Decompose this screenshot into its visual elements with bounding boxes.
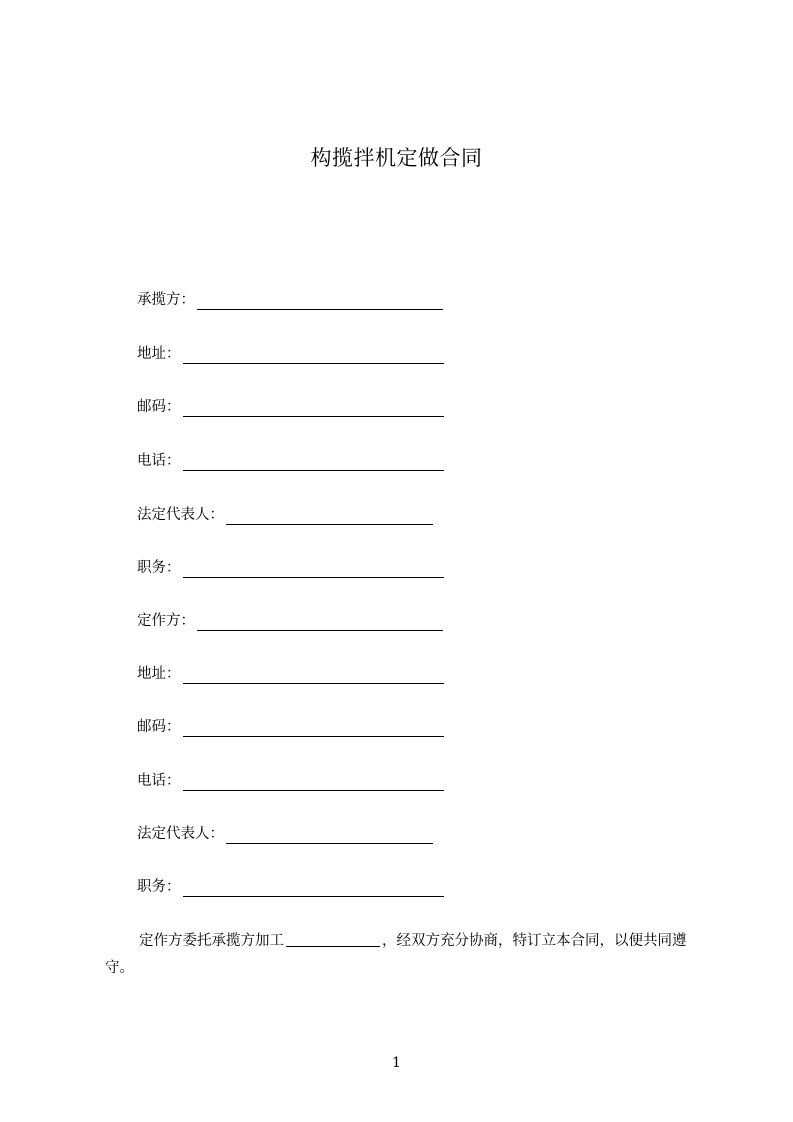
fill-in-blank[interactable]: [183, 402, 444, 417]
field-label: 职务：: [137, 560, 181, 576]
contractor-postcode-field: [137, 397, 444, 417]
contractor-position-field: [137, 558, 444, 578]
paragraph-text-end: ，经双方充分协商，特订立本合同，以便共同遵守。: [105, 933, 687, 976]
orderer-postcode-field: [137, 717, 444, 737]
fill-in-blank[interactable]: [226, 510, 433, 525]
fill-in-blank[interactable]: [183, 349, 444, 364]
page-number: 1: [392, 1055, 401, 1071]
fill-in-blank[interactable]: [183, 776, 444, 791]
contractor-name-field: [137, 290, 443, 310]
field-label: 法定代表人：: [137, 507, 224, 523]
contractor-legal-rep-field: [137, 505, 433, 525]
document-title: 构揽拌机定做合同: [310, 146, 483, 170]
field-label: 邮码：: [137, 399, 181, 415]
fill-in-blank[interactable]: [183, 669, 444, 684]
orderer-phone-field: [137, 771, 444, 791]
field-label: 邮码：: [137, 719, 181, 735]
field-label: 职务：: [137, 879, 181, 895]
contractor-phone-field: [137, 451, 444, 471]
contract-intro-paragraph: [105, 928, 705, 982]
orderer-address-field: [137, 664, 444, 684]
contractor-address-field: [137, 344, 444, 364]
fill-in-blank[interactable]: [197, 616, 443, 631]
product-fill-in-blank[interactable]: [286, 932, 380, 947]
fill-in-blank[interactable]: [183, 456, 444, 471]
fill-in-blank[interactable]: [197, 295, 443, 310]
field-label: 法定代表人：: [137, 826, 224, 842]
orderer-legal-rep-field: [137, 824, 433, 844]
fill-in-blank[interactable]: [226, 829, 433, 844]
field-label: 地址：: [137, 666, 181, 682]
field-label: 电话：: [137, 773, 181, 789]
fill-in-blank[interactable]: [183, 563, 444, 578]
fill-in-blank[interactable]: [183, 722, 444, 737]
field-label: 定作方：: [137, 613, 195, 629]
fill-in-blank[interactable]: [183, 882, 444, 897]
field-label: 承揽方：: [137, 292, 195, 308]
orderer-position-field: [137, 877, 444, 897]
field-label: 地址：: [137, 346, 181, 362]
orderer-name-field: [137, 611, 443, 631]
paragraph-text-start: 定作方委托承揽方加工: [139, 933, 284, 949]
field-label: 电话：: [137, 453, 181, 469]
